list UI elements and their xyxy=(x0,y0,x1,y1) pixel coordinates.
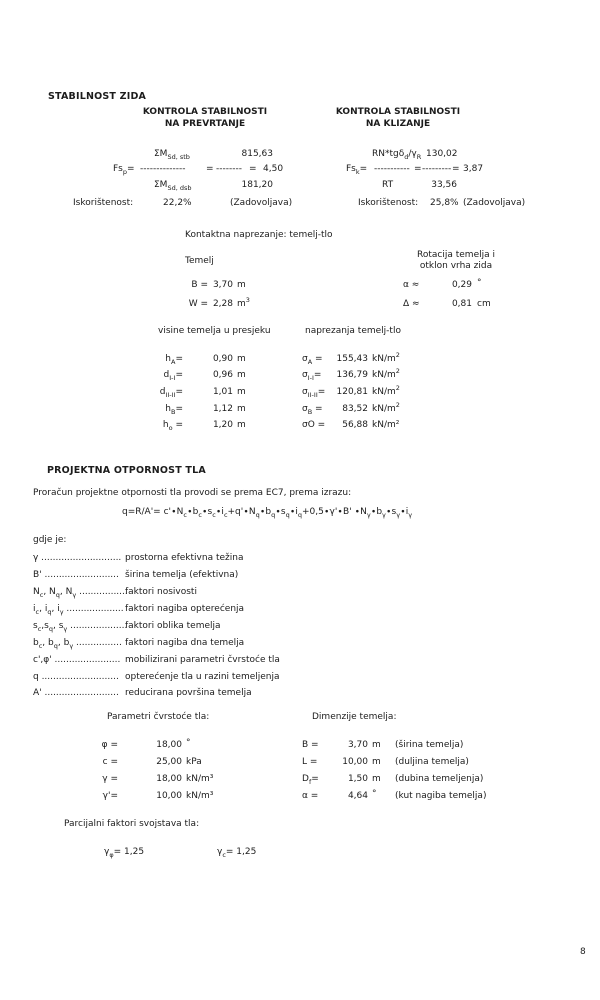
contact-row-unit: cm xyxy=(477,299,491,309)
soil-param-label: c = xyxy=(102,757,118,767)
stress-row-label: $\sigma_{II-II}=$ xyxy=(302,387,326,399)
legend-symbol: γ ............................ xyxy=(33,553,122,563)
soil-param-value: 18,00 xyxy=(156,774,182,784)
soil-params-title: Parametri čvrstoće tla: xyxy=(107,712,210,722)
contact-row-unit: ° xyxy=(477,278,482,288)
legend-description: faktori nagiba dna temelja xyxy=(125,638,245,648)
partial-factor-phi: $\gamma_\varphi= 1,25$ xyxy=(104,847,145,859)
legend-symbol: q ........................... xyxy=(33,672,119,682)
heights-title: visine temelja u presjeku xyxy=(158,326,271,336)
overturning-denominator-label: $\Sigma M_{Sd, dsb}$ xyxy=(154,180,192,192)
contact-row-value: 3,70 xyxy=(212,280,233,290)
dimension-label: L = xyxy=(302,757,318,767)
stress-row-value: 120,81 xyxy=(336,387,368,397)
bearing-capacity-formula: $q=R/A'= c'\cdot N_c\cdot b_c\cdot s_c\cdot i_c+q'\cdot N_q\cdot b_q\cdot s_q\cdot i_q+0,5\cdot\gamma'\cdot B' \cdot N_\gamma\cdot b_\gamma\cdot s_\gamma\cdot i_\gamma$ xyxy=(122,507,413,519)
contact-row-label: B = xyxy=(191,280,208,290)
sliding-numerator-label: $RN*tg\delta_d/\gamma_R$ xyxy=(372,149,422,161)
height-row-label: $h_B=$ xyxy=(165,404,183,416)
page-number: 8 xyxy=(580,947,586,957)
height-row-label: $h_o$ = xyxy=(162,420,183,432)
dimension-unit: m xyxy=(372,774,381,784)
overturning-numerator-label: $\Sigma M_{Sd, stb}$ xyxy=(154,149,190,161)
sliding-result: 3,87 xyxy=(463,164,484,174)
contact-row-unit: $m^3$ xyxy=(237,296,250,309)
rotation-heading-line2: otklon vrha zida xyxy=(419,261,493,271)
dimension-unit: m xyxy=(372,757,381,767)
contact-row-unit: m xyxy=(237,280,246,290)
equals-sign: = xyxy=(206,164,214,174)
stress-row-label: σO = xyxy=(302,420,326,430)
height-row-unit: m xyxy=(237,387,246,397)
overturning-numerator-value: 815,63 xyxy=(241,149,273,159)
legend-symbol: c',φ' ....................... xyxy=(33,655,121,665)
stress-row-value: 136,79 xyxy=(336,370,368,380)
contact-row-label: α ≈ xyxy=(403,280,420,290)
sliding-heading-line2: NA KLIZANJE xyxy=(365,119,431,129)
contact-row-value: 2,28 xyxy=(212,299,233,309)
stress-row-unit: kN/m² xyxy=(372,420,400,430)
dimension-note: (širina temelja) xyxy=(395,740,464,750)
height-row-label: $d_{II-II}=$ xyxy=(159,387,183,399)
sliding-denominator-value: 33,56 xyxy=(431,180,457,190)
sliding-utilization-note: (Zadovoljava) xyxy=(463,198,526,208)
section-title-projektna-otpornost: PROJEKTNA OTPORNOST TLA xyxy=(47,465,206,476)
height-row-value: 0,90 xyxy=(212,354,233,364)
legend-symbol: $N_c$, $N_q$, $N_\gamma$ ................. xyxy=(33,587,128,599)
legend-symbol: $i_c$, $i_q$, $i_\gamma$ .................... xyxy=(33,604,124,616)
stress-row-unit: $kN/m^2$ xyxy=(372,401,400,414)
dimension-value: 3,70 xyxy=(347,740,368,750)
legend-description: faktori nosivosti xyxy=(125,587,197,597)
dimensions-title: Dimenzije temelja: xyxy=(312,712,397,722)
contact-row-label: Δ ≈ xyxy=(403,299,420,309)
dimension-unit: m xyxy=(372,740,381,750)
stress-row-value: 56,88 xyxy=(342,420,368,430)
stress-row-label: $\sigma_A$ = xyxy=(302,354,323,366)
stress-row-value: 155,43 xyxy=(336,354,368,364)
overturning-result: 4,50 xyxy=(263,164,284,174)
dimension-value: 10,00 xyxy=(342,757,368,767)
height-row-label: $d_{I-I}=$ xyxy=(163,370,183,382)
soil-param-unit: ° xyxy=(186,738,191,748)
stresses-title: naprezanja temelj-tlo xyxy=(305,326,401,336)
legend-description: širina temelja (efektivna) xyxy=(125,570,239,580)
overturning-denominator-value: 181,20 xyxy=(241,180,273,190)
equals-sign: = xyxy=(414,164,422,174)
soil-param-value: 25,00 xyxy=(156,757,182,767)
soil-param-label: γ'= xyxy=(102,791,118,801)
soil-param-unit: kN/m³ xyxy=(186,791,214,801)
resistance-intro: Proračun projektne otpornosti tla provodi se prema EC7, prema izrazu: xyxy=(33,488,352,498)
overturning-utilization-value: 22,2% xyxy=(163,198,192,208)
contact-title: Kontaktna naprezanje: temelj-tlo xyxy=(185,230,333,240)
height-row-unit: m xyxy=(237,354,246,364)
height-row-label: $h_A=$ xyxy=(165,354,183,366)
legend-description: prostorna efektivna težina xyxy=(125,553,244,563)
soil-param-value: 18,00 xyxy=(156,740,182,750)
soil-param-label: φ = xyxy=(101,740,118,750)
partial-factors-title: Parcijalni faktori svojstava tla: xyxy=(64,819,200,829)
stress-row-label: $\sigma_B$ = xyxy=(302,404,323,416)
legend-description: faktori nagiba opterećenja xyxy=(125,604,245,614)
dimension-note: (dubina temeljenja) xyxy=(395,774,484,784)
soil-param-unit: kPa xyxy=(186,757,202,767)
dimension-unit: ° xyxy=(372,789,377,799)
stress-row-unit: $kN/m^2$ xyxy=(372,351,400,364)
height-row-unit: m xyxy=(237,404,246,414)
dimension-label: $D_f=$ xyxy=(302,774,319,786)
overturning-heading-line1: KONTROLA STABILNOSTI xyxy=(142,107,268,117)
soil-param-value: 10,00 xyxy=(156,791,182,801)
height-row-value: 1,01 xyxy=(212,387,233,397)
sliding-heading-line1: KONTROLA STABILNOSTI xyxy=(335,107,461,117)
stress-row-value: 83,52 xyxy=(342,404,368,414)
foundation-label: Temelj xyxy=(185,256,214,266)
height-row-unit: m xyxy=(237,420,246,430)
fraction-line: --------- xyxy=(422,164,452,174)
dimension-value: 1,50 xyxy=(347,774,368,784)
sliding-numerator-value: 130,02 xyxy=(426,149,458,159)
soil-param-label: γ = xyxy=(102,774,118,784)
overturning-utilization-note: (Zadovoljava) xyxy=(230,198,293,208)
sliding-lhs: $Fs_k=$ xyxy=(346,164,368,176)
contact-row-value: 0,29 xyxy=(451,280,472,290)
overturning-utilization-label: Iskorištenost: xyxy=(73,198,134,208)
stress-row-label: $\sigma_{I-I}=$ xyxy=(302,370,322,382)
legend-description: opterećenje tla u razini temeljenja xyxy=(125,672,280,682)
fraction-line: ----------- xyxy=(374,164,410,174)
overturning-heading-line2: NA PREVRTANJE xyxy=(164,119,246,129)
legend-symbol: $b_c$, $b_q$, $b_\gamma$ ................ xyxy=(33,638,122,650)
dimension-label: B = xyxy=(302,740,319,750)
section-title-stabilnost-zida: STABILNOST ZIDA xyxy=(48,91,147,102)
rotation-heading-line1: Rotacija temelja i xyxy=(417,250,495,260)
sliding-utilization-value: 25,8% xyxy=(430,198,459,208)
height-row-value: 1,20 xyxy=(212,420,233,430)
legend-symbol: B' .......................... xyxy=(33,570,119,580)
partial-factor-c: $\gamma_c= 1,25$ xyxy=(217,847,257,859)
dimension-label: α = xyxy=(302,791,319,801)
where-label: gdje je: xyxy=(33,535,67,545)
height-row-value: 0,96 xyxy=(212,370,233,380)
overturning-lhs: $Fs_p=$ xyxy=(113,164,135,176)
legend-description: mobilizirani parametri čvrstoće tla xyxy=(125,655,280,665)
contact-row-value: 0,81 xyxy=(451,299,472,309)
equals-sign: = xyxy=(249,164,257,174)
legend-symbol: A' .......................... xyxy=(33,688,119,698)
legend-description: reducirana površina temelja xyxy=(125,688,252,698)
stress-row-unit: $kN/m^2$ xyxy=(372,367,400,380)
sliding-denominator-label: RT xyxy=(382,180,394,190)
fraction-line: -------------- xyxy=(140,164,186,174)
stress-row-unit: $kN/m^2$ xyxy=(372,384,400,397)
sliding-utilization-label: Iskorištenost: xyxy=(358,198,419,208)
dimension-note: (kut nagiba temelja) xyxy=(395,791,487,801)
dimension-value: 4,64 xyxy=(347,791,368,801)
contact-row-label: W = xyxy=(188,299,208,309)
height-row-unit: m xyxy=(237,370,246,380)
soil-param-unit: kN/m³ xyxy=(186,774,214,784)
fraction-line: -------- xyxy=(216,164,242,174)
legend-description: faktori oblika temelja xyxy=(125,621,221,631)
dimension-note: (duljina temelja) xyxy=(395,757,469,767)
equals-sign: = xyxy=(452,164,460,174)
height-row-value: 1,12 xyxy=(212,404,233,414)
legend-symbol: $s_c,s_q$, $s_\gamma$ .................... xyxy=(33,621,128,633)
